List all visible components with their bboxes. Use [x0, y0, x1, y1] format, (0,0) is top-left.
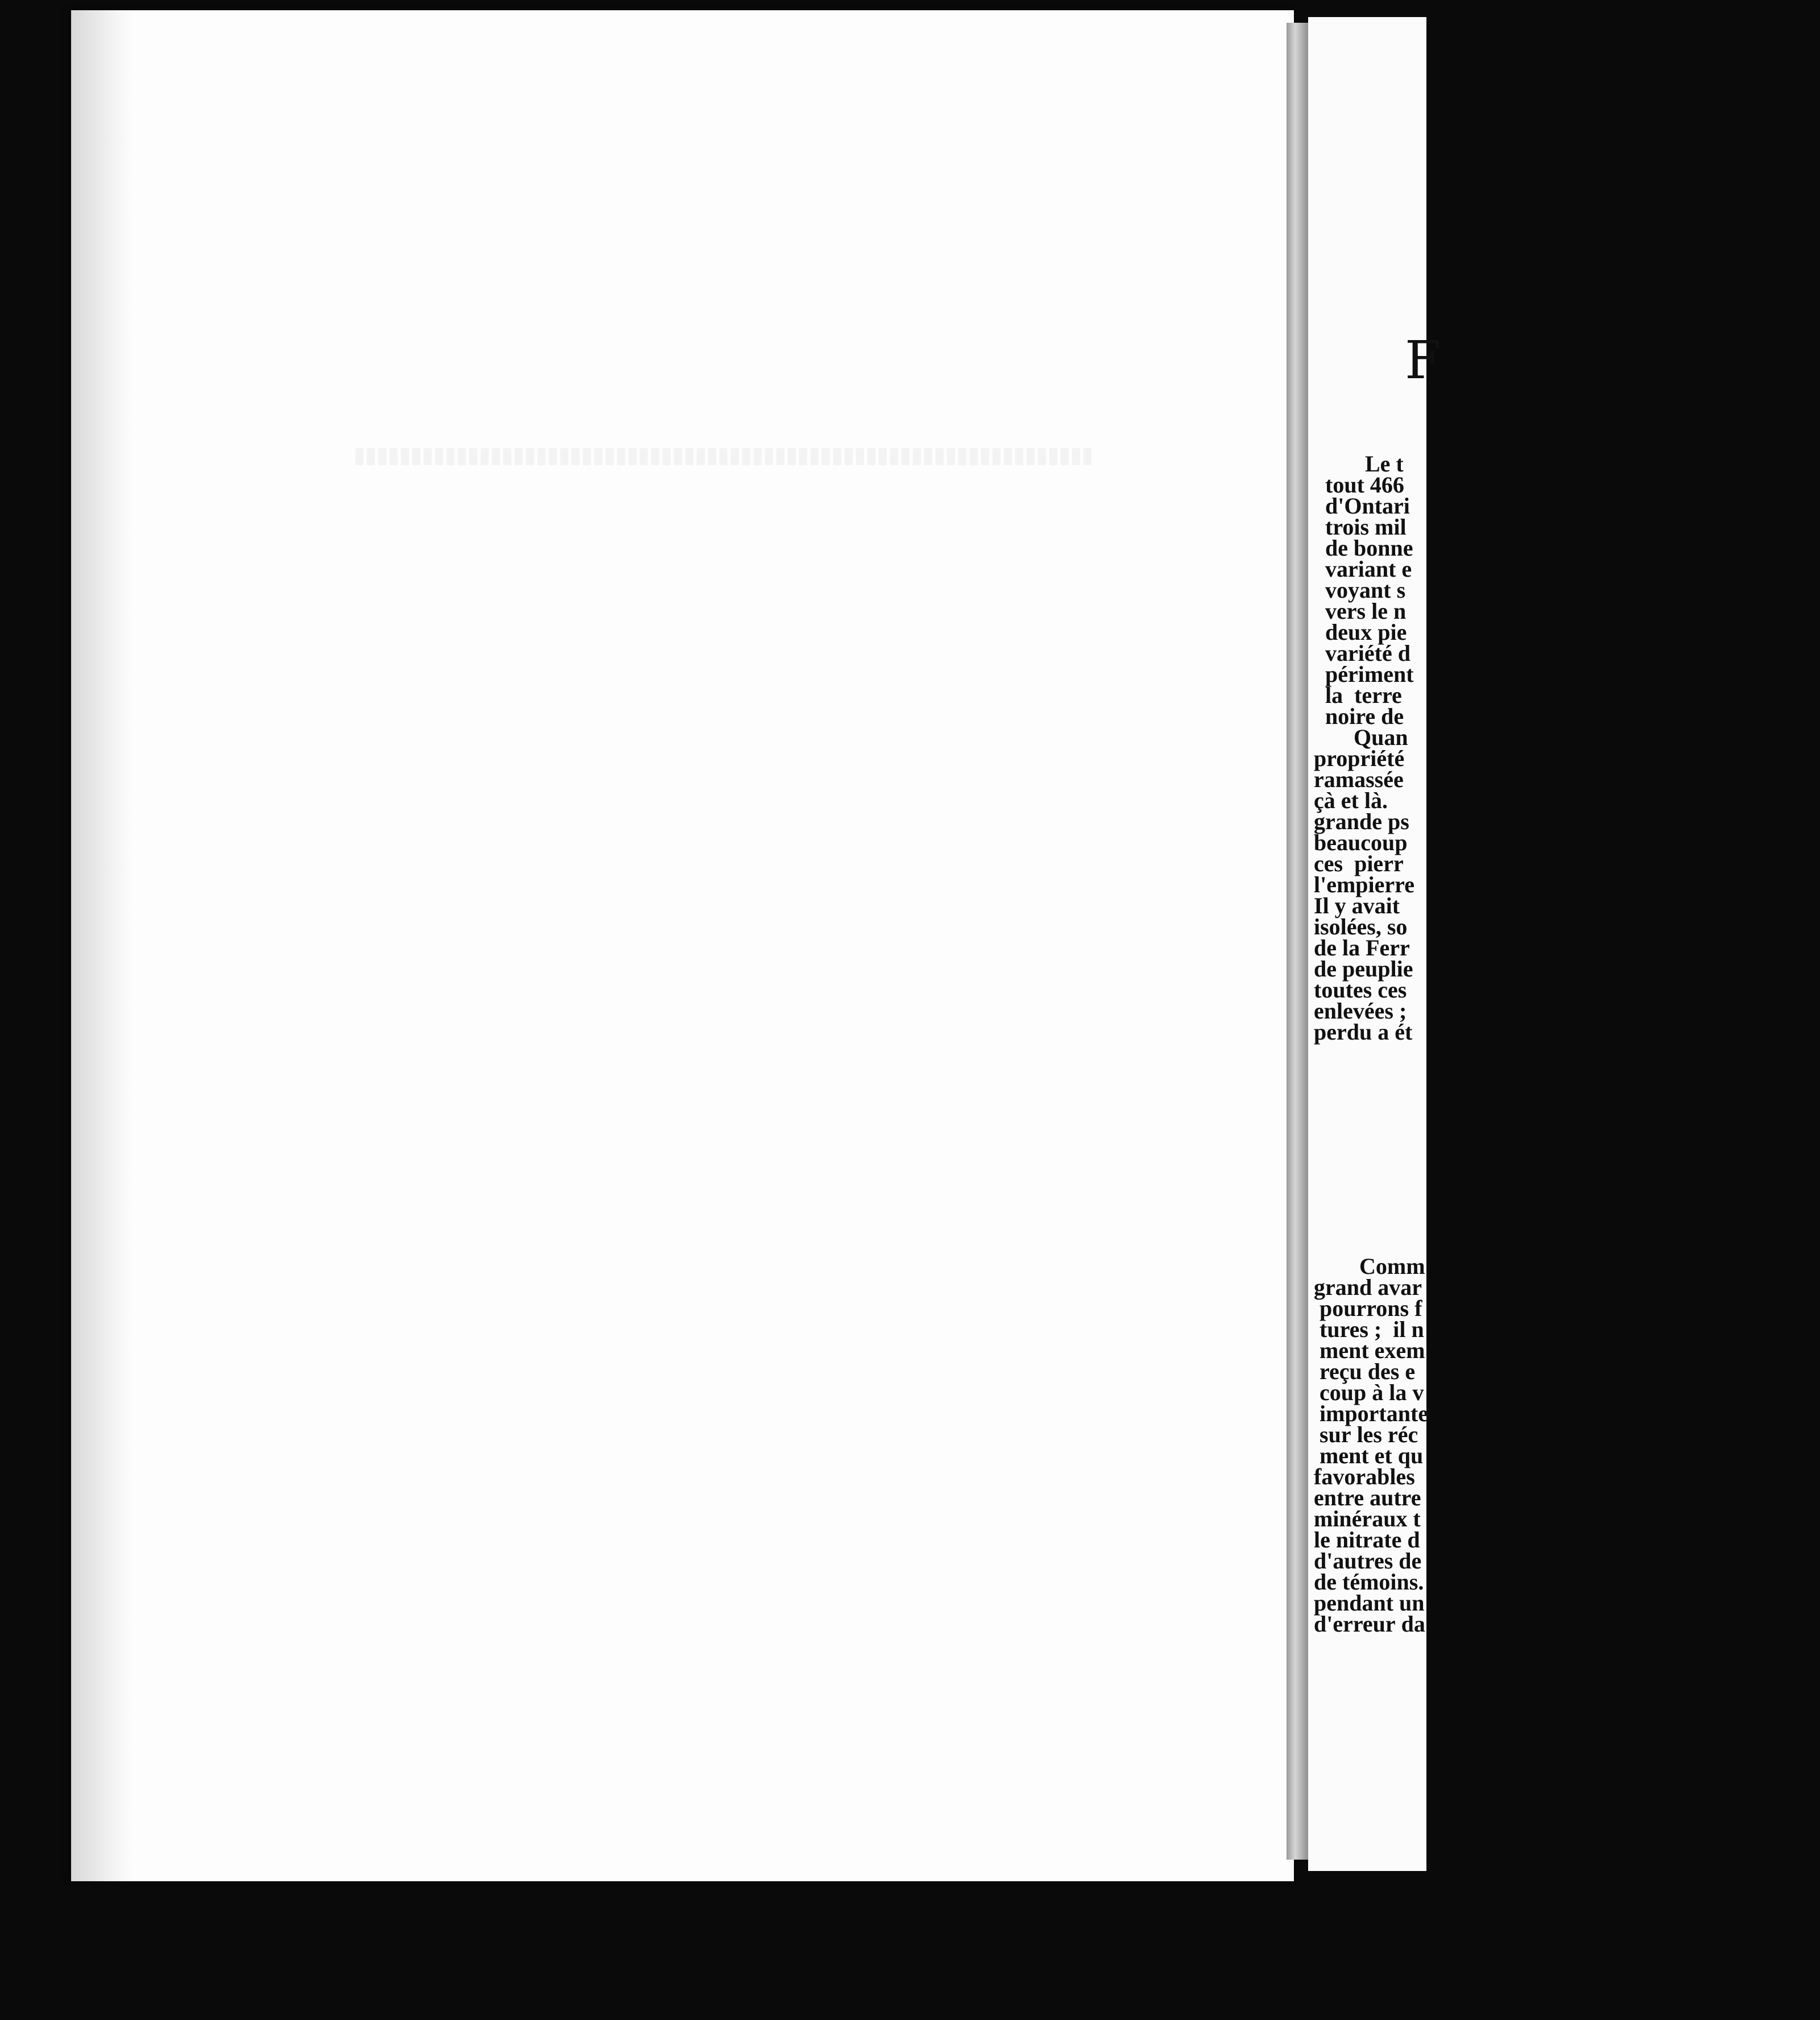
- text-line: grand avar: [1308, 1274, 1422, 1300]
- text-line: ces pierr: [1308, 851, 1404, 876]
- chapter-heading: F: [1405, 330, 1441, 391]
- text-line: entre autre: [1308, 1485, 1421, 1510]
- text-line: toutes ces: [1308, 977, 1407, 1003]
- text-line: beaucoup: [1308, 830, 1408, 855]
- text-line: minéraux t: [1308, 1506, 1421, 1531]
- text-line: isolées, so: [1308, 914, 1408, 939]
- text-line: de témoins.: [1308, 1569, 1424, 1595]
- text-line: sur les réc: [1308, 1422, 1418, 1447]
- text-line: Le t: [1308, 451, 1404, 477]
- text-line: deux pie: [1308, 619, 1407, 645]
- text-line: le nitrate d: [1308, 1527, 1420, 1553]
- text-line: de peuplie: [1308, 956, 1413, 982]
- text-line: tures ; il n: [1308, 1317, 1424, 1342]
- text-line: périment: [1308, 661, 1414, 687]
- text-line: trois mil: [1308, 514, 1407, 540]
- text-line: tout 466: [1308, 472, 1404, 498]
- paragraph-1: [1308, 451, 1820, 1045]
- text-line: noire de: [1308, 703, 1404, 729]
- text-line: perdu a ét: [1308, 1019, 1413, 1045]
- text-line: Comm: [1308, 1253, 1425, 1279]
- text-line: ramassée: [1308, 767, 1404, 792]
- text-line: Quan: [1308, 725, 1408, 750]
- text-line: pendant un: [1308, 1590, 1425, 1616]
- text-line: ment exem: [1308, 1338, 1425, 1363]
- text-line: variété d: [1308, 640, 1410, 666]
- right-page: [1308, 17, 1441, 1871]
- book-gutter: [1287, 23, 1308, 1860]
- bleed-through-text: [355, 448, 1095, 465]
- blank-left-page: [71, 10, 1294, 1881]
- text-line: d'Ontari: [1308, 493, 1410, 519]
- text-line: de la Ferr: [1308, 935, 1410, 961]
- text-line: reçu des e: [1308, 1359, 1416, 1384]
- text-line: grande ps: [1308, 809, 1409, 834]
- text-line: favorables: [1308, 1464, 1415, 1489]
- paragraph-2: [1308, 1253, 1820, 1637]
- page-edge-shadow: [71, 10, 134, 1881]
- text-line: la terre: [1308, 682, 1402, 708]
- text-line: ment et qu: [1308, 1443, 1424, 1468]
- text-line: propriété: [1308, 746, 1405, 771]
- text-line: coup à la v: [1308, 1380, 1424, 1405]
- text-line: variant e: [1308, 556, 1412, 582]
- text-line: vers le n: [1308, 598, 1407, 624]
- text-line: voyant s: [1308, 577, 1406, 603]
- text-line: pourrons f: [1308, 1295, 1422, 1321]
- text-line: Il y avait: [1308, 893, 1400, 918]
- text-line: importante: [1308, 1401, 1429, 1426]
- text-line: enlevées ;: [1308, 998, 1407, 1024]
- text-line: d'erreur da: [1308, 1611, 1425, 1637]
- text-line: de bonne: [1308, 535, 1413, 561]
- text-line: d'autres de: [1308, 1548, 1422, 1574]
- text-line: çà et là.: [1308, 788, 1388, 813]
- text-line: l'empierre: [1308, 872, 1414, 897]
